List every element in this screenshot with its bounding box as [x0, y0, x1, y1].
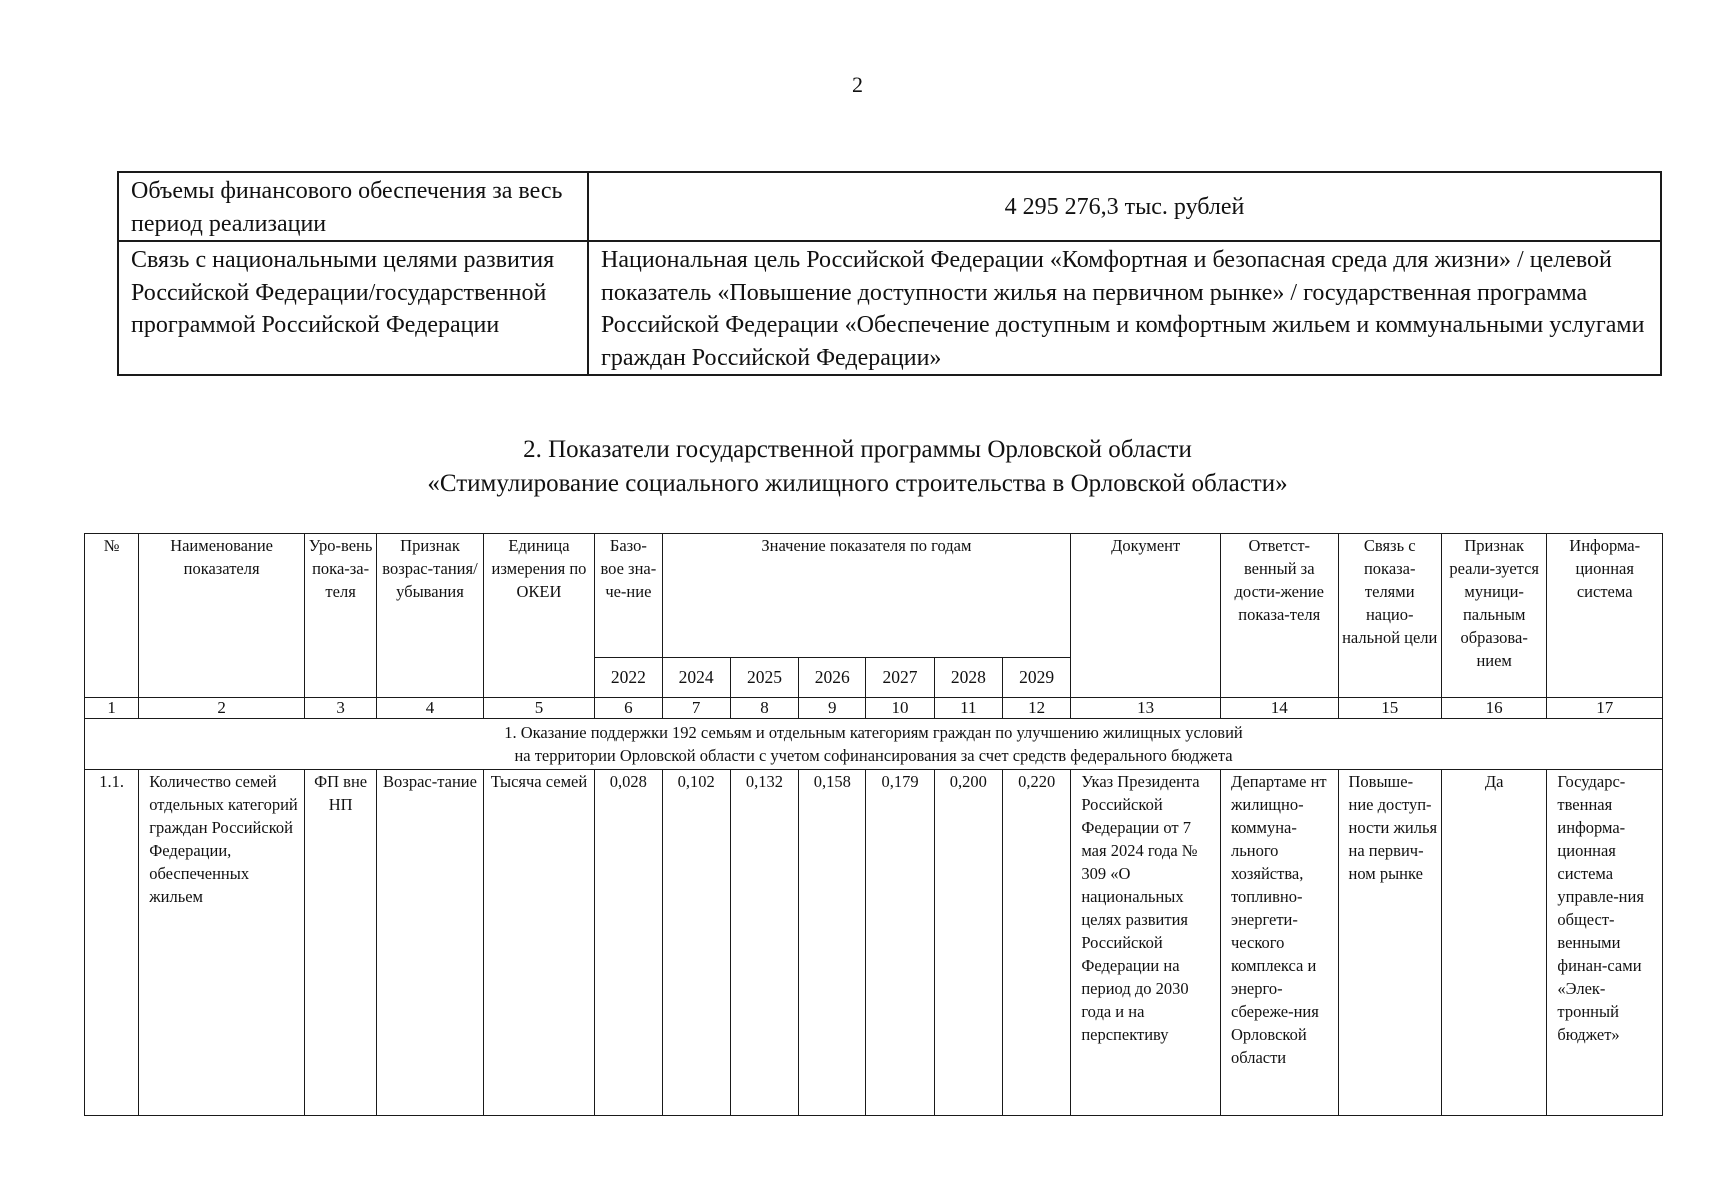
national-goals-label: Связь с национальными целями развития Российской Федерации/государственной программой Российской Федерации [118, 241, 588, 375]
column-number: 7 [662, 698, 730, 719]
section-row [85, 719, 1663, 770]
row-link: Повыше-ние доступ-ности жилья на первич-ном рынке [1338, 770, 1441, 1116]
header-municipal: Признак реали-зуется муници-пальным образова-нием [1441, 534, 1546, 698]
row-value-2027: 0,179 [866, 770, 934, 1116]
header-unit: Единица измерения по ОКЕИ [483, 534, 594, 698]
year-cell: 2026 [799, 658, 866, 698]
year-cell: 2027 [866, 658, 934, 698]
row-trend: Возрас-тание [377, 770, 483, 1116]
year-cell: 2028 [934, 658, 1002, 698]
page-number: 2 [852, 72, 863, 97]
year-cell: 2025 [730, 658, 798, 698]
financing-label: Объемы финансового обеспечения за весь период реализации [118, 172, 588, 241]
column-number: 8 [730, 698, 798, 719]
column-number: 3 [304, 698, 376, 719]
row-value-2025: 0,132 [730, 770, 798, 1116]
header-level: Уро-вень пока-за-теля [304, 534, 376, 698]
section-heading-line-1: 1. Оказание поддержки 192 семьям и отдельным категориям граждан по улучшению жилищных условий [504, 723, 1243, 742]
column-number: 16 [1441, 698, 1546, 719]
section-title-line-1: 2. Показатели государственной программы Орловской области [523, 436, 1192, 463]
column-numbers-row [85, 698, 1663, 719]
header-values-by-year: Значение показателя по годам [662, 534, 1071, 658]
row-value-2026: 0,158 [799, 770, 866, 1116]
header-link: Связь с показа-телями нацио-нальной цели [1338, 534, 1441, 698]
header-num: № [85, 534, 139, 698]
header-trend: Признак возрас-тания/ убывания [377, 534, 483, 698]
section-heading-cell [85, 719, 1663, 770]
national-goals-value: Национальная цель Российской Федерации «Комфортная и безопасная среда для жизни» / целевой показатель «Повышение доступности жилья на первичном рынке» / государственная программа Российской Федерации «Обеспечение доступным и комфортным жильем и коммунальными услугами граждан Российской Федерации» [588, 241, 1661, 375]
column-number: 9 [799, 698, 866, 719]
indicators-table [84, 533, 1663, 1116]
column-number: 6 [595, 698, 662, 719]
year-cell: 2022 [595, 658, 662, 698]
section-title-line-2: «Стимулирование социального жилищного строительства в Орловской области» [427, 470, 1288, 497]
row-value-2022: 0,028 [595, 770, 662, 1116]
row-value-2029: 0,220 [1003, 770, 1071, 1116]
passport-row-national-goals [118, 241, 1661, 375]
column-number: 5 [483, 698, 594, 719]
row-value-2024: 0,102 [662, 770, 730, 1116]
column-number: 17 [1547, 698, 1663, 719]
column-number: 4 [377, 698, 483, 719]
passport-table [117, 171, 1662, 376]
row-responsible: Департаме нт жилищно-коммуна-льного хозяйства, топливно-энергети-ческого комплекса и энерго-сбереже-ния Орловской области [1220, 770, 1338, 1116]
header-row [85, 534, 1663, 658]
column-number: 2 [139, 698, 305, 719]
header-responsible: Ответст-венный за дости-жение показа-теля [1220, 534, 1338, 698]
header-name: Наименование показателя [139, 534, 305, 698]
column-number: 1 [85, 698, 139, 719]
passport-row-financing [118, 172, 1661, 241]
row-unit: Тысяча семей [483, 770, 594, 1116]
year-cell: 2029 [1003, 658, 1071, 698]
section-heading-line-2: на территории Орловской области с учетом софинансирования за счет средств федерального бюджета [514, 746, 1233, 765]
row-info-system: Государс-твенная информа-ционная система управле-ния общест-венными финан-сами «Элек-тронный бюджет» [1547, 770, 1663, 1116]
row-level: ФП вне НП [304, 770, 376, 1116]
header-base: Базо-вое зна-че-ние [595, 534, 662, 658]
row-municipal: Да [1441, 770, 1546, 1116]
row-value-2028: 0,200 [934, 770, 1002, 1116]
header-document: Документ [1071, 534, 1221, 698]
row-num: 1.1. [85, 770, 139, 1116]
column-number: 13 [1071, 698, 1221, 719]
row-document: Указ Президента Российской Федерации от 7 мая 2024 года № 309 «О национальных целях развития Российской Федерации на период до 2030 года и на перспективу [1071, 770, 1221, 1116]
column-number: 15 [1338, 698, 1441, 719]
header-info-system: Информа-ционная система [1547, 534, 1663, 698]
column-number: 12 [1003, 698, 1071, 719]
column-number: 14 [1220, 698, 1338, 719]
year-cell: 2024 [662, 658, 730, 698]
table-row [85, 770, 1663, 1116]
financing-value: 4 295 276,3 тыс. рублей [588, 172, 1661, 241]
column-number: 11 [934, 698, 1002, 719]
section-title [0, 433, 1715, 501]
row-name: Количество семей отдельных категорий граждан Российской Федерации, обеспеченных жильем [139, 770, 305, 1116]
column-number: 10 [866, 698, 934, 719]
